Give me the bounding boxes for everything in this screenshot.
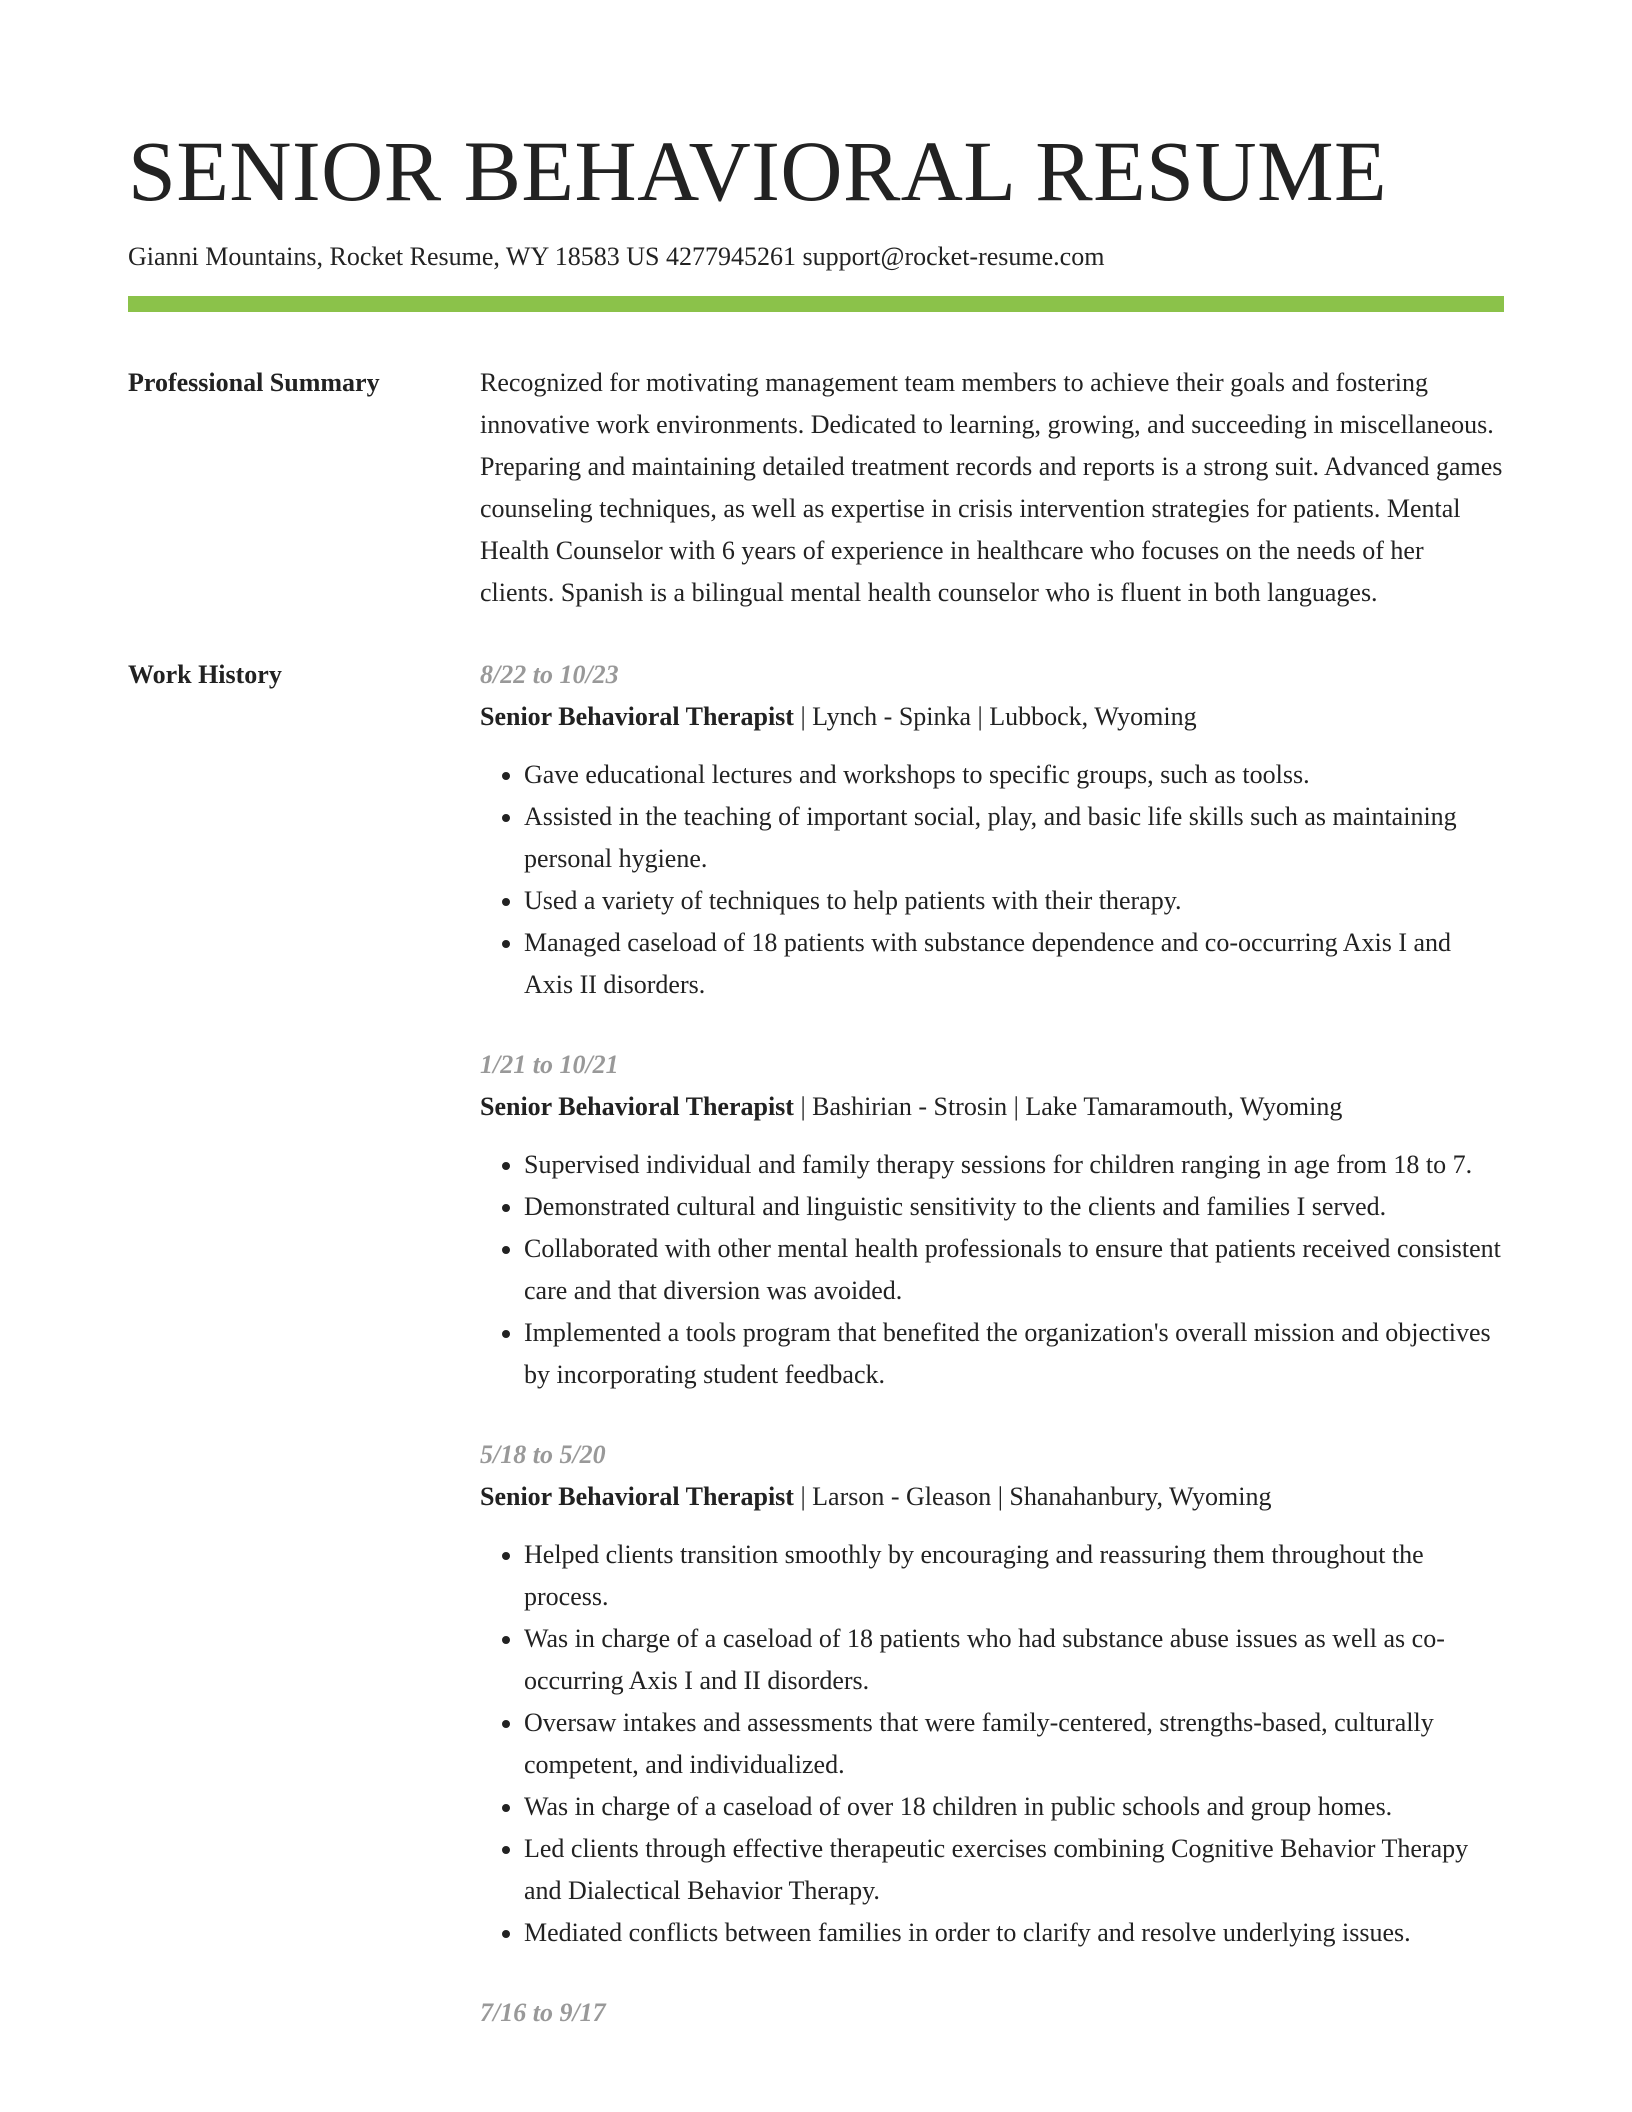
job-bullet: • Mediated conflicts between families in order to clarify and resolve underlying issues. bbox=[524, 1912, 1504, 1954]
job-entry bbox=[480, 654, 1504, 1006]
job-bullet: • Helped clients transition smoothly by encouraging and reassuring them throughout the process. bbox=[524, 1534, 1504, 1618]
accent-divider bbox=[128, 296, 1504, 312]
resume-page bbox=[128, 0, 1504, 2072]
summary-text: Recognized for motivating management team members to achieve their goals and fostering innovative work environments. Dedicated to learning, growing, and succeeding in miscellaneous. Preparing and maintaining detailed treatment records and reports is a strong suit. Advanced games counseling techniques, as well as expertise in crisis intervention strategies for patients. Mental Health Counselor with 6 years of experience in healthcare who focuses on the needs of her clients. Spanish is a bilingual mental health counselor who is fluent in both languages. bbox=[480, 367, 1503, 607]
section-label-summary: Professional Summary bbox=[128, 367, 380, 397]
job-title: Senior Behavioral Therapist bbox=[480, 701, 794, 731]
job-details: | Lynch - Spinka | Lubbock, Wyoming bbox=[793, 701, 1197, 731]
section-label-work-history: Work History bbox=[128, 659, 282, 689]
job-entry bbox=[480, 1992, 1504, 2034]
job-bullet: • Gave educational lectures and workshops to specific groups, such as toolss. bbox=[524, 754, 1504, 796]
job-bullet: • Collaborated with other mental health professionals to ensure that patients received consistent care and that diversion was avoided. bbox=[524, 1228, 1504, 1312]
professional-summary-section bbox=[128, 362, 1504, 614]
job-bullets bbox=[480, 1144, 1504, 1396]
job-bullet: • Was in charge of a caseload of over 18 children in public schools and group homes. bbox=[524, 1786, 1504, 1828]
job-title: Senior Behavioral Therapist bbox=[480, 1481, 794, 1511]
job-heading bbox=[480, 1086, 1504, 1128]
job-dates: 1/21 to 10/21 bbox=[480, 1049, 619, 1079]
job-bullets bbox=[480, 754, 1504, 1006]
resume-title: SENIOR BEHAVIORAL RESUME bbox=[128, 123, 1388, 219]
job-heading bbox=[480, 1476, 1504, 1518]
job-bullet: • Was in charge of a caseload of 18 patients who had substance abuse issues as well as co-occurring Axis I and II disorders. bbox=[524, 1618, 1504, 1702]
job-dates: 5/18 to 5/20 bbox=[480, 1439, 606, 1469]
job-entry bbox=[480, 1434, 1504, 1954]
job-bullet: • Oversaw intakes and assessments that were family-centered, strengths-based, culturally competent, and individualized. bbox=[524, 1702, 1504, 1786]
job-entry bbox=[480, 1044, 1504, 1396]
job-details: | Larson - Gleason | Shanahanbury, Wyoming bbox=[793, 1481, 1272, 1511]
work-history-body bbox=[480, 654, 1504, 2072]
job-bullet: • Implemented a tools program that benefited the organization's overall mission and objectives by incorporating student feedback. bbox=[524, 1312, 1504, 1396]
job-bullet: • Assisted in the teaching of important social, play, and basic life skills such as maintaining personal hygiene. bbox=[524, 796, 1504, 880]
summary-body bbox=[480, 362, 1504, 614]
job-dates: 7/16 to 9/17 bbox=[480, 1997, 606, 2027]
job-bullets bbox=[480, 1534, 1504, 1954]
job-bullet: • Led clients through effective therapeutic exercises combining Cognitive Behavior Therapy and Dialectical Behavior Therapy. bbox=[524, 1828, 1504, 1912]
contact-line: Gianni Mountains, Rocket Resume, WY 18583 US 4277945261 support@rocket-resume.com bbox=[128, 242, 1105, 271]
job-bullet: • Managed caseload of 18 patients with substance dependence and co-occurring Axis I and Axis II disorders. bbox=[524, 922, 1504, 1006]
job-bullet: • Supervised individual and family therapy sessions for children ranging in age from 18 to 7. bbox=[524, 1144, 1504, 1186]
work-history-section bbox=[128, 654, 1504, 2072]
job-heading bbox=[480, 696, 1504, 738]
job-dates: 8/22 to 10/23 bbox=[480, 659, 619, 689]
job-details: | Bashirian - Strosin | Lake Tamaramouth, Wyoming bbox=[793, 1091, 1343, 1121]
job-bullet: • Used a variety of techniques to help patients with their therapy. bbox=[524, 880, 1504, 922]
job-bullet: • Demonstrated cultural and linguistic sensitivity to the clients and families I served. bbox=[524, 1186, 1504, 1228]
job-title: Senior Behavioral Therapist bbox=[480, 1091, 794, 1121]
